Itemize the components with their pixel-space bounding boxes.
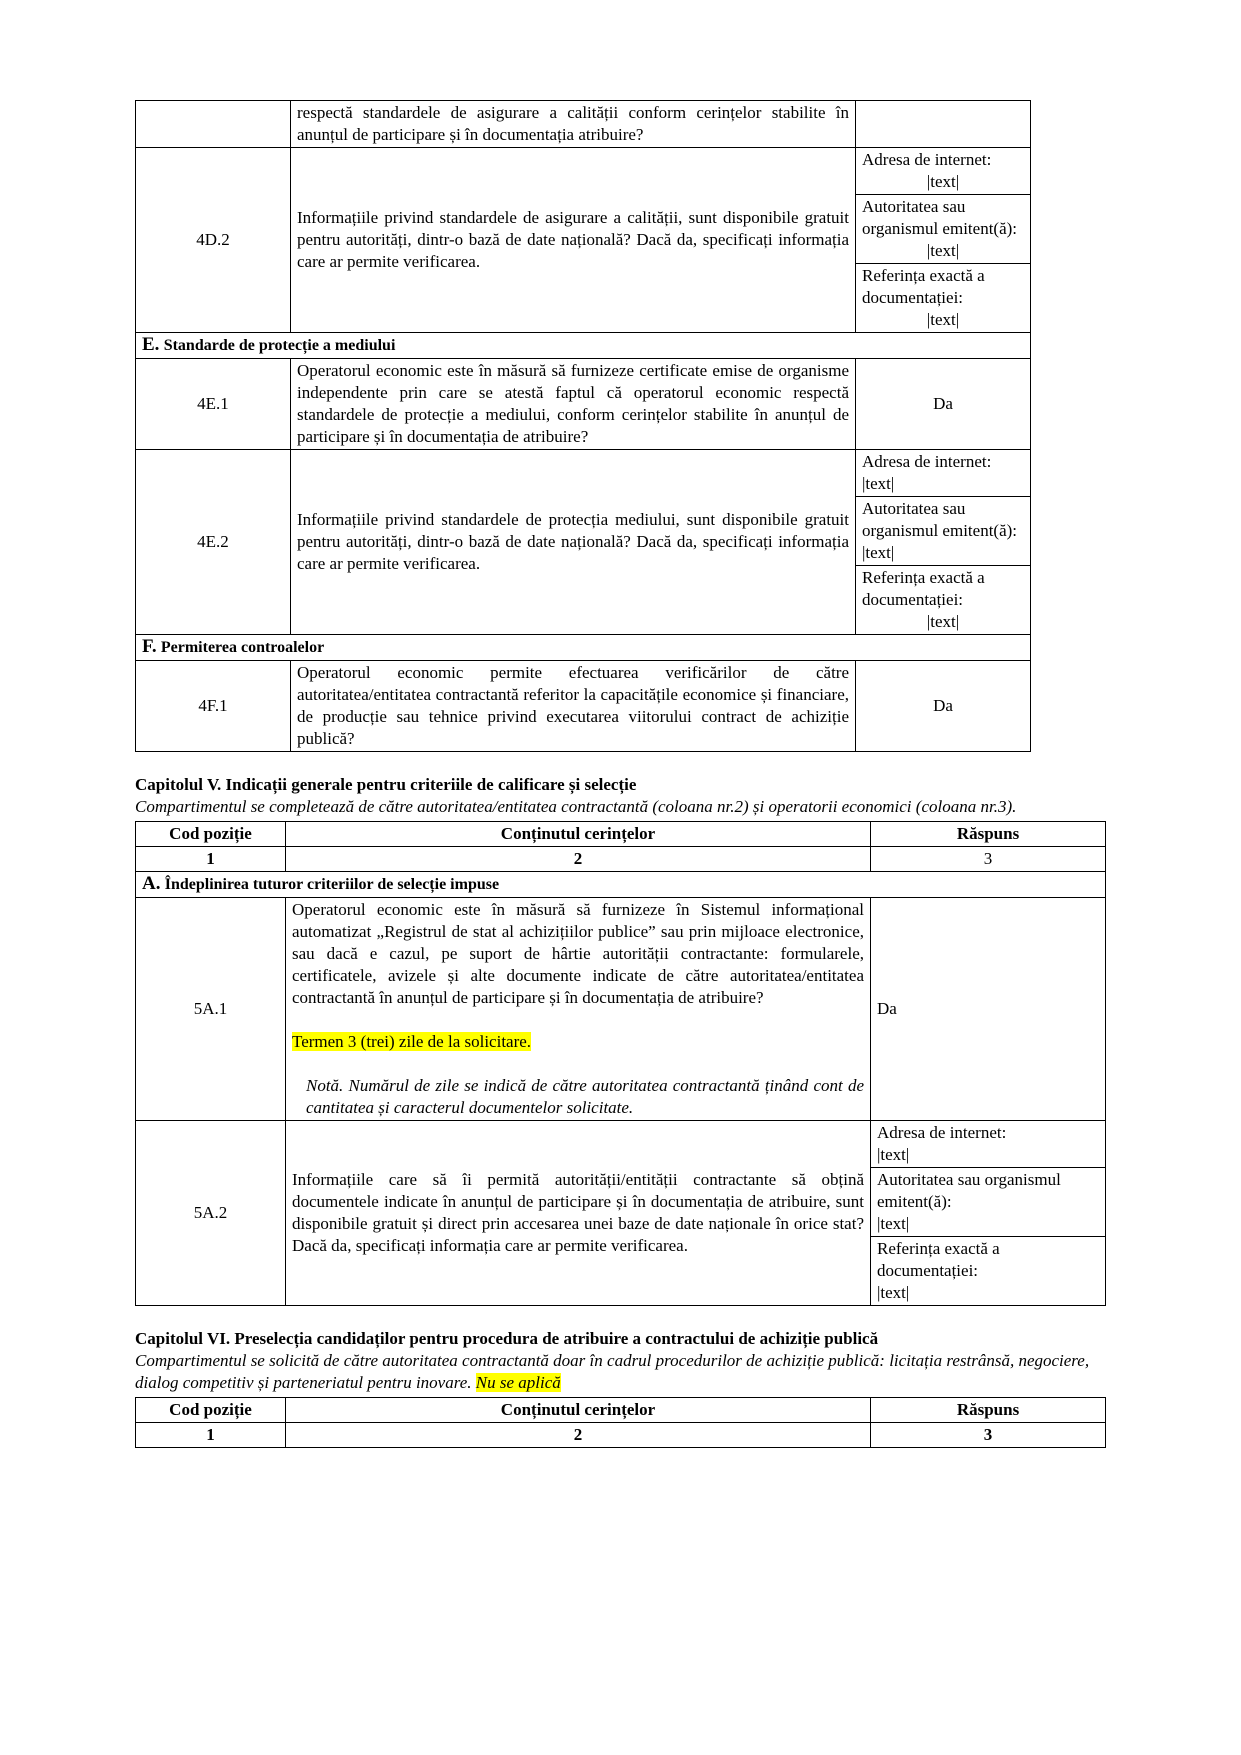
cont-requirement-text: respectă standardele de asigurare a calității conform cerințelor stabilite în anunțul de participare și în documentația atribuire? [291,101,856,148]
blank-line [292,1053,864,1075]
row-4d2-field-adresa [856,148,1031,195]
not-applicable-highlight: Nu se aplică [475,1373,561,1392]
column-number-1: 1 [136,847,286,872]
row-5a2-code: 5A.2 [136,1121,286,1306]
row-5a2-requirement: Informațiile care să îi permită autorității/entității contractante să obțină documentele indicate în anunțul de participare și în documentația de atribuire, sunt disponibile gratuit și direct prin accesarea unei baze de date naționale în orice stat? Dacă da, specificați informația care ar permite verificarea. [286,1121,871,1306]
row-4e2-code: 4E.2 [136,450,291,635]
referinta-documentatie-label: Referința exactă a documentației: [862,266,985,307]
row-4e1-code: 4E.1 [136,359,291,450]
column-number-2: 2 [286,847,871,872]
adresa-internet-value: |text| [877,1145,910,1164]
header-cod-pozitie: Cod poziție [136,1398,286,1423]
row-4e2-field-referinta [856,566,1031,635]
row-4d2-requirement: Informațiile privind standardele de asigurare a calității, sunt disponibile gratuit pentru autorități, dintr-o bază de date națională? Dacă da, specificați informația care ar permite verificarea. [291,148,856,333]
table-row [136,898,1106,1121]
table-row [136,148,1031,195]
row-4d2-field-autoritatea [856,195,1031,264]
section-row-a [136,872,1106,898]
row-5a1-term-line [292,1031,864,1053]
row-5a1-code: 5A.1 [136,898,286,1121]
number-row [136,847,1106,872]
section-header-e [136,333,1031,359]
section-title: Standarde de protecție a mediului [163,337,396,354]
row-4e2-field-adresa [856,450,1031,497]
adresa-internet-value: |text| [862,474,895,493]
row-4d2-code: 4D.2 [136,148,291,333]
chapter-5 [135,774,1105,818]
table-row [136,450,1031,497]
column-number-2: 2 [286,1423,871,1448]
header-continut: Conținutul cerințelor [286,1398,871,1423]
chapter-6 [135,1328,1105,1394]
row-4e2-requirement: Informațiile privind standardele de protecția mediului, sunt disponibile gratuit pentru autorități, dintr-o bază de date națională? Dacă da, specificați informația care ar permite verificarea. [291,450,856,635]
row-5a1-paragraph: Operatorul economic este în măsură să furnizeze în Sistemul informațional automatizat „Registrul de stat al achizițiilor publice” sau prin mijloace electronice, sau dacă e cazul, pe suport de hârtie autorității contractante: formularele, certificatele, avizele și alte documente indicate de către autoritatea/entitatea contractantă în anunțul de participare și în documentația de atribuire? [292,900,864,1007]
adresa-internet-label: Adresa de internet: [877,1123,1007,1142]
row-4f1-code: 4F.1 [136,661,291,752]
row-4e1-answer: Da [856,359,1031,450]
header-cod-pozitie: Cod poziție [136,822,286,847]
autoritate-emitenta-value: |text| [926,241,960,260]
row-5a2-field-autoritatea [871,1168,1106,1237]
table-criteria-selection [135,821,1106,1306]
referinta-documentatie-value: |text| [877,1283,910,1302]
section-title: Îndeplinirea tuturor criteriilor de selecție impuse [164,876,500,893]
table-preselection [135,1397,1106,1448]
header-raspuns: Răspuns [871,822,1106,847]
section-row-e [136,333,1031,359]
referinta-documentatie-label: Referința exactă a documentației: [877,1239,1000,1280]
row-4f1-requirement: Operatorul economic permite efectuarea verificărilor de către autoritatea/entitatea contractantă referitor la capacitățile economice și financiare, de producție sau tehnice privind executarea viitorului contract de achiziție publică? [291,661,856,752]
autoritate-emitenta-value: |text| [877,1214,910,1233]
autoritate-emitenta-label: Autoritatea sau organismul emitent(ă): [862,197,1018,238]
adresa-internet-label: Adresa de internet: [862,452,992,471]
cont-answer-cell [856,101,1031,148]
section-header-a [136,872,1106,898]
chapter-6-subtitle-text: Compartimentul se solicită de către autoritatea contractantă doar în cadrul procedurilor de achiziție publică: licitația restrânsă, negociere, dialog competitiv și parteneriatul pentru inovare. [135,1351,1090,1392]
chapter-5-subtitle: Compartimentul se completează de către autoritatea/entitatea contractantă (coloana nr.2) și operatorii economici (coloana nr.3). [135,797,1017,816]
header-row [136,822,1106,847]
header-row [136,1398,1106,1423]
section-header-f [136,635,1031,661]
section-letter: F. [142,636,157,657]
row-5a2-field-adresa [871,1121,1106,1168]
row-5a1-note: Notă. Numărul de zile se indică de către autoritatea contractantă ținând cont de cantitatea și caracterul documentelor solicitate. [306,1076,864,1117]
referinta-documentatie-value: |text| [926,310,960,329]
autoritate-emitenta-label: Autoritatea sau organismul emitent(ă): [877,1170,1061,1211]
column-number-3: 3 [871,1423,1106,1448]
row-4e2-field-autoritatea [856,497,1031,566]
section-row-f [136,635,1031,661]
chapter-6-title: Capitolul VI. Preselecția candidaților pentru procedura de atribuire a contractului de achiziție publică [135,1329,879,1348]
table-row [136,1121,1106,1168]
referinta-documentatie-label: Referința exactă a documentației: [862,568,985,609]
referinta-documentatie-value: |text| [926,612,960,631]
row-5a1-requirement [286,898,871,1121]
section-letter: E. [142,334,160,355]
cont-code-cell [136,101,291,148]
table-standards [135,100,1031,752]
chapter-5-title: Capitolul V. Indicații generale pentru criteriile de calificare și selecție [135,775,637,794]
row-5a1-answer: Da [871,898,1106,1121]
autoritate-emitenta-value: |text| [862,543,895,562]
table-row [136,101,1031,148]
highlighted-term: Termen 3 (trei) zile de la solicitare. [292,1032,532,1051]
table-row [136,661,1031,752]
number-row [136,1423,1106,1448]
column-number-3: 3 [871,847,1106,872]
row-4d2-field-referinta [856,264,1031,333]
row-5a2-field-referinta [871,1237,1106,1306]
autoritate-emitenta-label: Autoritatea sau organismul emitent(ă): [862,499,1018,540]
header-raspuns: Răspuns [871,1398,1106,1423]
section-letter: A. [142,873,161,894]
header-continut: Conținutul cerințelor [286,822,871,847]
row-4f1-answer: Da [856,661,1031,752]
table-row [136,359,1031,450]
chapter-6-subtitle [135,1350,1105,1394]
blank-line [292,1009,864,1031]
adresa-internet-value: |text| [926,172,960,191]
column-number-1: 1 [136,1423,286,1448]
section-title: Permiterea controalelor [160,639,325,656]
row-4e1-requirement: Operatorul economic este în măsură să furnizeze certificate emise de organisme independente prin care se atestă faptul că operatorul economic respectă standardele de protecție a mediului, conform cerințelor stabilite în anunțul de participare și în documentația de atribuire? [291,359,856,450]
adresa-internet-label: Adresa de internet: [862,150,992,169]
